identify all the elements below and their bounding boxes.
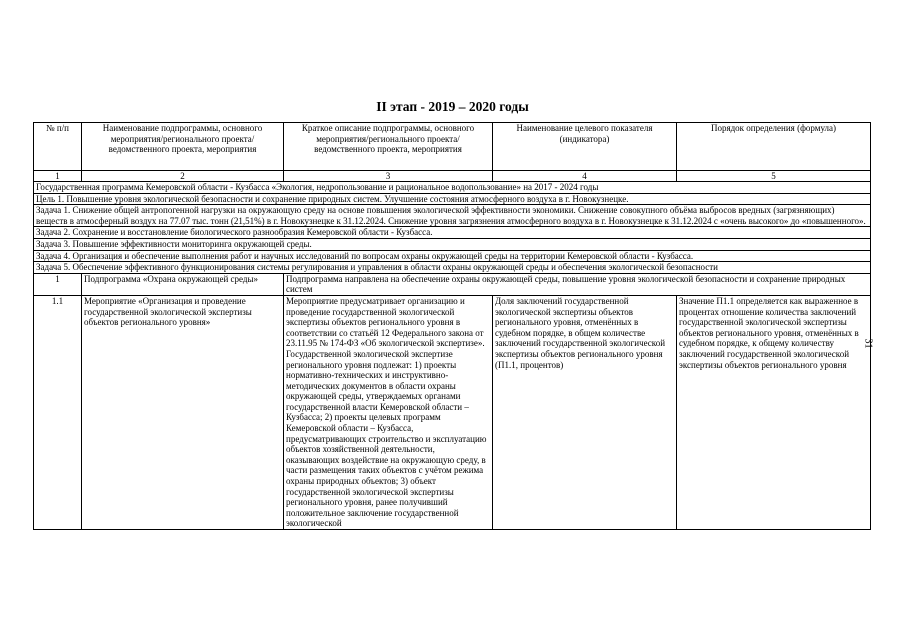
program-row — [34, 182, 871, 194]
column-number: 3 — [284, 171, 493, 182]
program-table — [33, 122, 871, 530]
event-formula: Значение П1.1 определяется как выраженное в процентах отношение количества заключений государственной экологической экспертизы объектов регионального уровня, отменённых в судебном порядке, к общему количеству заключений государственной экологической экспертизы объектов регионального уровня — [677, 295, 871, 529]
header-row — [34, 123, 871, 171]
page-number: 31 — [862, 338, 874, 349]
task-row — [34, 238, 871, 250]
column-number: 1 — [34, 171, 82, 182]
goal-row — [34, 193, 871, 205]
event-indicator: Доля заключений государственной экологической экспертизы объектов регионального уровня, отменённых в судебном порядке, в общем количестве заключений государственной экологической экспертизы объектов регионального уровня (П1.1, процентов) — [493, 295, 677, 529]
task-1-cell: Задача 1. Снижение общей антропогенной нагрузки на окружающую среду на основе повышения экологической эффективности экономики. Снижение совокупного объёма выбросов вредных (загрязняющих) веществ в атмосферный воздух на 77.07 тыс. тонн (21,51%) в г. Новокузнецке к 31.12.2024. Снижение уровня загрязнения атмосферного воздуха в г. Новокузнецке к 31.12.2024 с «очень высокого» до «повышенного». — [34, 205, 871, 227]
task-2-cell: Задача 2. Сохранение и восстановление биологического разнообразия Кемеровской области - Кузбасса. — [34, 227, 871, 239]
header-cell-number: № п/п — [34, 123, 82, 171]
page-title: II этап - 2019 – 2020 годы — [376, 99, 529, 114]
event-number: 1.1 — [34, 295, 82, 529]
column-number: 2 — [82, 171, 284, 182]
event-name: Мероприятие «Организация и проведение государственной экологической экспертизы объектов регионального уровня» — [82, 295, 284, 529]
column-number: 5 — [677, 171, 871, 182]
goal-cell: Цель 1. Повышение уровня экологической безопасности и сохранение природных систем. Улучшение состояния атмосферного воздуха в г. Новокузнецке. — [34, 193, 871, 205]
task-row — [34, 227, 871, 239]
program-title-cell: Государственная программа Кемеровской области - Кузбасса «Экология, недропользование и рациональное водопользование» на 2017 - 2024 годы — [34, 182, 871, 194]
subprogram-row — [34, 273, 871, 295]
subprogram-name: Подпрограмма «Охрана окружающей среды» — [82, 273, 284, 295]
header-cell-description: Краткое описание подпрограммы, основного мероприятия/регионального проекта/ведомственного проекта, мероприятия — [284, 123, 493, 171]
task-5-cell: Задача 5. Обеспечение эффективного функционирования системы регулирования и управления в области охраны окружающей среды и обеспечения экологической безопасности — [34, 262, 871, 274]
task-row — [34, 250, 871, 262]
header-cell-indicator: Наименование целевого показателя (индикатора) — [493, 123, 677, 171]
task-row — [34, 262, 871, 274]
subprogram-description: Подпрограмма направлена на обеспечение охраны окружающей среды, повышение уровня экологической безопасности и сохранение природных систем — [284, 273, 871, 295]
header-cell-formula: Порядок определения (формула) — [677, 123, 871, 171]
task-4-cell: Задача 4. Организация и обеспечение выполнения работ и научных исследований по вопросам охраны окружающей среды на территории Кемеровской области - Кузбасса. — [34, 250, 871, 262]
column-number: 4 — [493, 171, 677, 182]
task-3-cell: Задача 3. Повышение эффективности мониторинга окружающей среды. — [34, 238, 871, 250]
event-description: Мероприятие предусматривает организацию и проведение государственной экологической экспертизы объектов регионального уровня в соответствии со статьёй 12 Федерального закона от 23.11.95 № 174-ФЗ «Об экологической экспертизе». Государственной экологической экспертизе регионального уровня подлежат: 1) проекты нормативно-технических и инструктивно-методических документов в области охраны окружающей среды, утверждаемых органами государственной власти Кемеровской области – Кузбасса; 2) проекты целевых программ Кемеровской области – Кузбасса, предусматривающих строительство и эксплуатацию объектов хозяйственной деятельности, оказывающих воздействие на окружающую среду, в части размещения таких объектов с учётом режима охраны природных объектов; 3) объект государственной экологической экспертизы регионального уровня, ранее получивший положительное заключение государственной экологической — [284, 295, 493, 529]
event-row — [34, 295, 871, 529]
subprogram-number: 1 — [34, 273, 82, 295]
task-row — [34, 205, 871, 227]
column-number-row — [34, 171, 871, 182]
header-cell-name: Наименование подпрограммы, основного мероприятия/регионального проекта/ведомственного проекта, мероприятия — [82, 123, 284, 171]
